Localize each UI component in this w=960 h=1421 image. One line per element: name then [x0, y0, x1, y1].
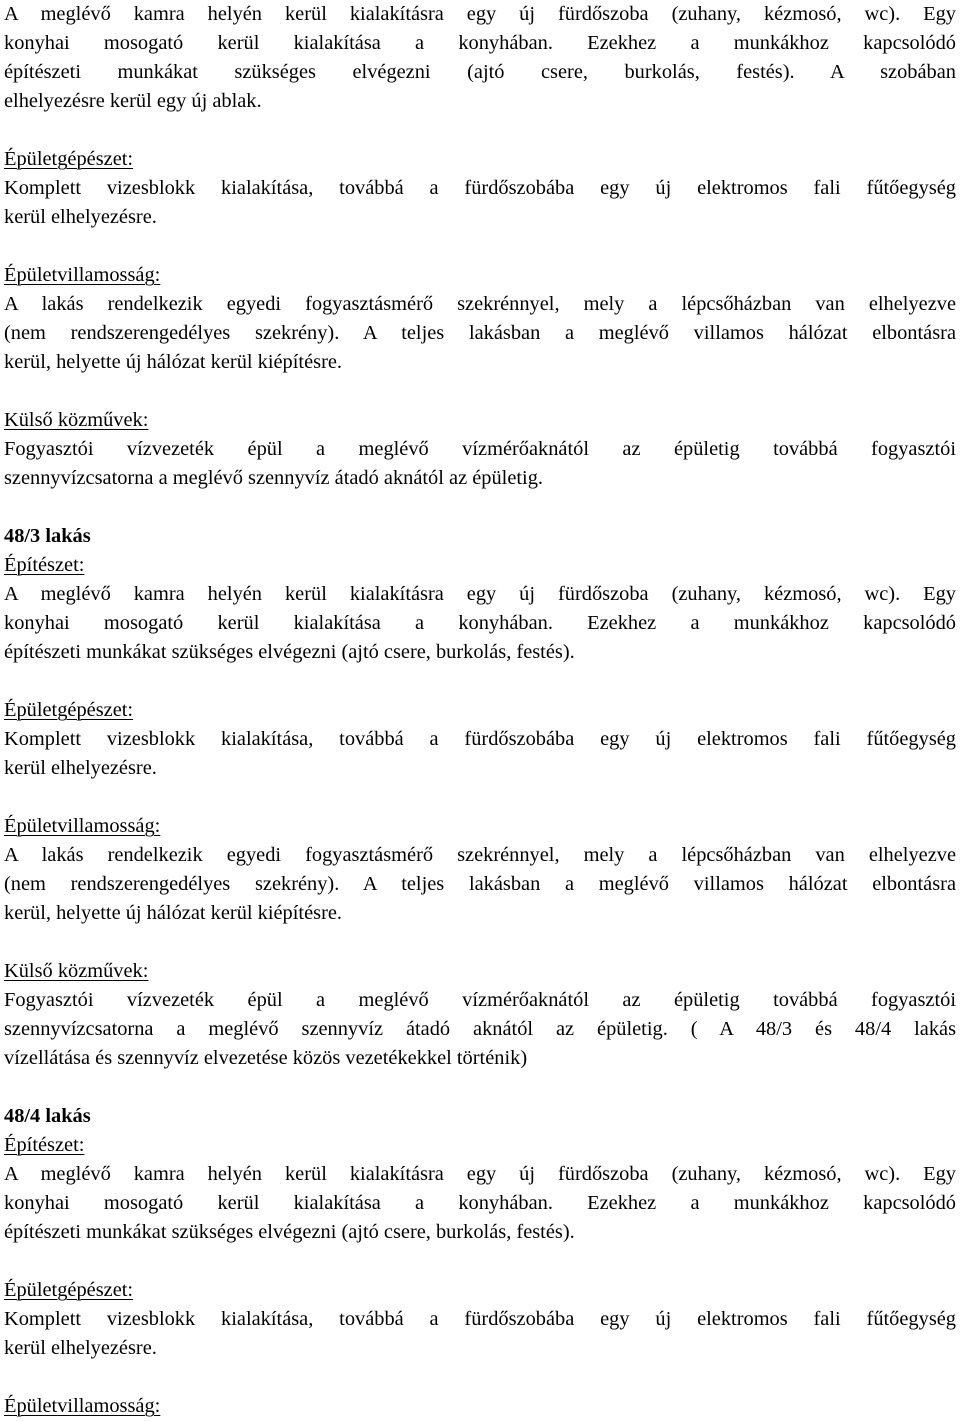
epiteszet-paragraph — [4, 1160, 956, 1247]
intro-paragraph — [4, 0, 956, 116]
section-heading-gepeszet: Épületgépészet: — [4, 148, 134, 170]
text-line: vízellátása és szennyvíz elvezetése közös vezetékekkel történik) — [4, 1047, 528, 1069]
text-line: kerül, helyette új hálózat kerül kiépítésre. — [4, 351, 343, 373]
section-heading-epiteszet: Építészet: — [4, 554, 85, 576]
villamos-paragraph — [4, 290, 956, 377]
apartment-title-48-3: 48/3 lakás — [4, 525, 91, 547]
text-line: Fogyasztói vízvezeték épül a meglévő vízmérőaknától az épületig továbbá fogyasztói — [4, 989, 956, 1011]
text-line: A meglévő kamra helyén kerül kialakításra egy új fürdőszoba (zuhany, kézmosó, wc). Egy — [4, 3, 956, 25]
text-line: szennyvízcsatorna a meglévő szennyvíz átadó aknától az épületig. ( A 48/3 és 48/4 lakás — [4, 1018, 956, 1040]
text-line: kerül, helyette új hálózat kerül kiépítésre. — [4, 902, 343, 924]
villamos-paragraph — [4, 841, 956, 928]
text-line: építészeti munkákat szükséges elvégezni (ajtó csere, burkolás, festés). A szobában — [4, 61, 956, 83]
section-heading-gepeszet: Épületgépészet: — [4, 1279, 134, 1301]
text-line: konyhai mosogató kerül kialakítása a konyhában. Ezekhez a munkákhoz kapcsolódó — [4, 612, 956, 634]
section-heading-kozmu: Külső közművek: — [4, 409, 149, 431]
text-line: Komplett vizesblokk kialakítása, továbbá a fürdőszobába egy új elektromos fali fűtőegység — [4, 177, 956, 199]
section-heading-gepeszet: Épületgépészet: — [4, 699, 134, 721]
section-heading-kozmu: Külső közművek: — [4, 960, 149, 982]
text-line: elhelyezésre kerül egy új ablak. — [4, 90, 262, 112]
text-line: A meglévő kamra helyén kerül kialakításra egy új fürdőszoba (zuhany, kézmosó, wc). Egy — [4, 1163, 956, 1185]
section-heading-epiteszet: Építészet: — [4, 1134, 85, 1156]
text-line: konyhai mosogató kerül kialakítása a konyhában. Ezekhez a munkákhoz kapcsolódó — [4, 32, 956, 54]
gepeszet-paragraph — [4, 725, 956, 783]
text-line: Komplett vizesblokk kialakítása, továbbá a fürdőszobába egy új elektromos fali fűtőegység — [4, 728, 956, 750]
text-line: konyhai mosogató kerül kialakítása a konyhában. Ezekhez a munkákhoz kapcsolódó — [4, 1192, 956, 1214]
section-heading-villamos: Épületvillamosság: — [4, 1395, 161, 1417]
document-page — [4, 0, 956, 1421]
text-line: A lakás rendelkezik egyedi fogyasztásmérő szekrénnyel, mely a lépcsőházban van elhelyezve — [4, 293, 956, 315]
apartment-title-48-4: 48/4 lakás — [4, 1105, 91, 1127]
section-heading-villamos: Épületvillamosság: — [4, 264, 161, 286]
kozmu-paragraph — [4, 986, 956, 1073]
text-line: építészeti munkákat szükséges elvégezni (ajtó csere, burkolás, festés). — [4, 641, 575, 663]
text-line: kerül elhelyezésre. — [4, 757, 157, 779]
text-line: építészeti munkákat szükséges elvégezni (ajtó csere, burkolás, festés). — [4, 1221, 575, 1243]
text-line: Komplett vizesblokk kialakítása, továbbá a fürdőszobába egy új elektromos fali fűtőegység — [4, 1308, 956, 1330]
text-line: (nem rendszerengedélyes szekrény). A teljes lakásban a meglévő villamos hálózat elbontásra — [4, 873, 956, 895]
section-heading-villamos: Épületvillamosság: — [4, 815, 161, 837]
gepeszet-paragraph — [4, 1305, 956, 1363]
epiteszet-paragraph — [4, 580, 956, 667]
text-line: kerül elhelyezésre. — [4, 1337, 157, 1359]
text-line: A meglévő kamra helyén kerül kialakításra egy új fürdőszoba (zuhany, kézmosó, wc). Egy — [4, 583, 956, 605]
kozmu-paragraph — [4, 435, 956, 493]
text-line: kerül elhelyezésre. — [4, 206, 157, 228]
text-line: A lakás rendelkezik egyedi fogyasztásmérő szekrénnyel, mely a lépcsőházban van elhelyezve — [4, 844, 956, 866]
gepeszet-paragraph — [4, 174, 956, 232]
text-line: szennyvízcsatorna a meglévő szennyvíz átadó aknától az épületig. — [4, 467, 543, 489]
text-line: (nem rendszerengedélyes szekrény). A teljes lakásban a meglévő villamos hálózat elbontásra — [4, 322, 956, 344]
text-line: Fogyasztói vízvezeték épül a meglévő vízmérőaknától az épületig továbbá fogyasztói — [4, 438, 956, 460]
